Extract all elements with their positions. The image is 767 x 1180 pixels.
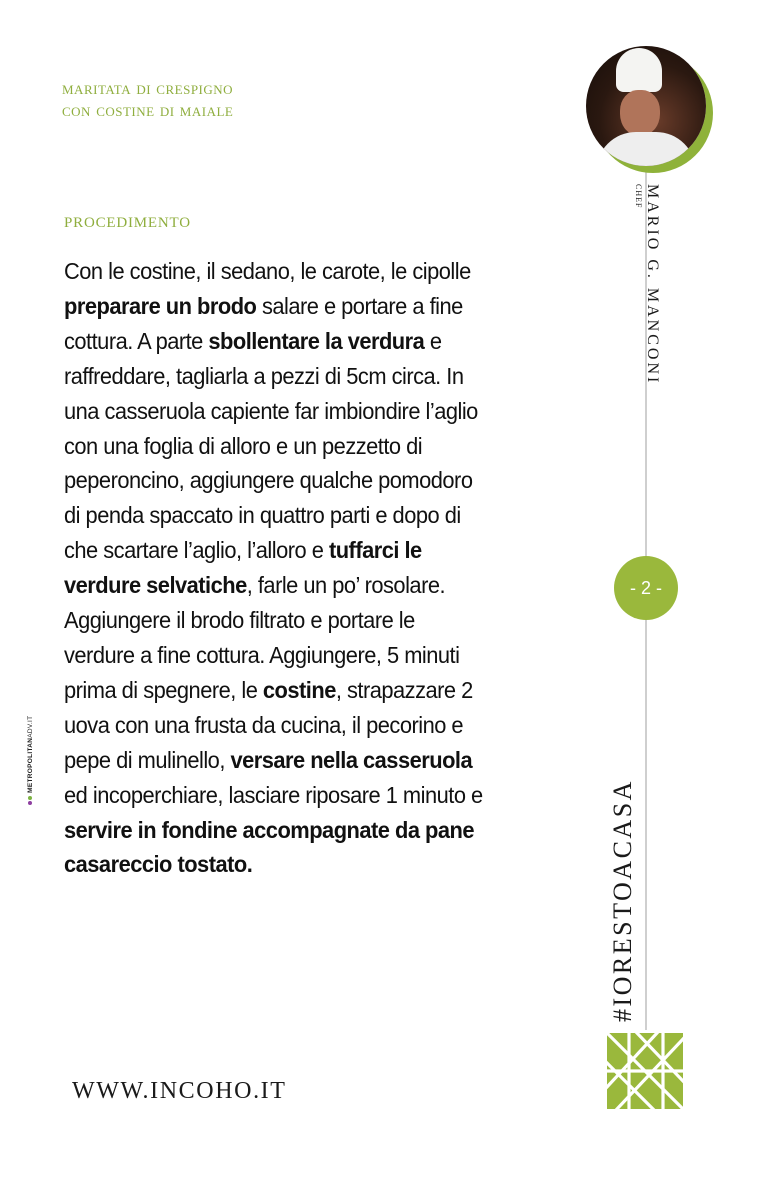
highlighted-step: tuffarci le [328,537,422,564]
purple-dot-icon [28,801,32,805]
geometric-lattice-logo-icon [607,1033,683,1109]
chef-face [620,90,660,136]
chef-jacket [596,132,696,166]
instruction-text: una casseruola capiente far imbiondire l’aglio [64,397,478,424]
chef-role: CHEF [634,184,643,209]
agency-name-light: ADV.IT [27,715,34,738]
instruction-text: e [424,327,442,354]
section-heading: procedimento [64,208,191,232]
instruction-text: , farle un po’ rosolare. [246,572,446,599]
instruction-text: Aggiungere il brodo filtrato e portare le [64,607,415,634]
recipe-title [62,78,233,122]
instruction-text: salare e portare a fine [256,292,463,319]
chef-avatar [586,46,706,166]
recipe-title-line-1: maritata di crespigno [62,78,234,99]
instruction-text: di penda spaccato in quattro parti e dopo di [64,502,461,529]
instruction-text: uova con una frusta da cucina, il pecorino e [64,711,464,738]
highlighted-step: servire in fondine accompagnate da pane [64,816,474,843]
recipe-title-line-2: con costine di maiale [62,100,234,121]
instruction-text: Con le costine, il sedano, le carote, le cipolle [64,258,471,284]
chef-hat-icon [616,48,662,92]
highlighted-step: costine [262,676,336,703]
instruction-text: pepe di mulinello, [64,746,231,773]
website-url[interactable]: WWW.INCOHO.IT [72,1078,287,1104]
recipe-instructions [64,254,529,882]
instruction-text: peperoncino, aggiungere qualche pomodoro [64,467,473,494]
highlighted-step: verdure selvatiche [64,572,247,599]
highlighted-step: preparare un brodo [64,292,257,319]
hashtag: #IORESTOACASA [608,779,637,1022]
instruction-text: verdure a fine cottura. Aggiungere, 5 minuti [64,641,460,668]
highlighted-step: versare nella casseruola [230,746,473,773]
instruction-text: raffreddare, tagliarla a pezzi di 5cm circa. In [64,362,464,389]
chef-credit [634,184,661,385]
instruction-text: che scartare l’aglio, l’alloro e [64,537,329,564]
instruction-text: , strapazzare 2 [335,676,473,703]
instruction-text: ed incoperchiare, lasciare riposare 1 minuto e [64,781,483,808]
instruction-text: cottura. A parte [64,327,209,354]
green-dot-icon [28,796,32,800]
page-number-badge: - 2 - [614,556,678,620]
agency-mark [27,716,34,805]
agency-name-bold: METROPOLITAN [27,737,34,793]
highlighted-step: casareccio tostato. [64,851,253,878]
highlighted-step: sbollentare la verdura [208,327,425,354]
chef-name: MARIO G. MANCONI [644,184,661,386]
instruction-text: prima di spegnere, le [64,676,263,703]
instruction-text: con una foglia di alloro e un pezzetto di [64,432,423,459]
